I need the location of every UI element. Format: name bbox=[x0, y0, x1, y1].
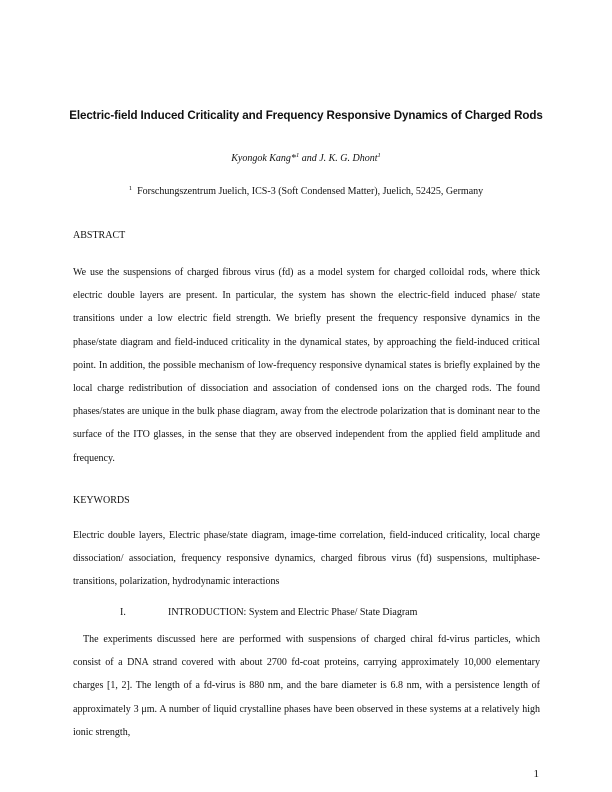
affiliation-line bbox=[40, 186, 572, 197]
author-affiliation-mark: 1 bbox=[295, 152, 300, 159]
section-title: INTRODUCTION: System and Electric Phase/ State Diagram bbox=[168, 607, 418, 618]
section-number: I. bbox=[120, 607, 126, 618]
abstract-body: We use the suspensions of charged fibrous virus (fd) as a model system for charged colloidal rods, where thick electric double layers are present. In particular, the system has shown the electric-field induced phase/ state transitions under a low electric field strength. We briefly present the frequency responsive dynamics in the phase/state diagram and field-induced criticality in the dynamical states, by approaching the field-induced critical point. In addition, the possible mechanism of low-frequency responsive dynamical states is briefly explained by the local charge redistribution of dissociation and association of condensed ions on the charged rods. The found phases/states are unique in the bulk phase diagram, away from the electrode polarization that is dominant near to the surface of the ITO glasses, in the sense that they are observed independent from the applied field amplitude and frequency. bbox=[73, 267, 540, 464]
paper-title: Electric-field Induced Criticality and Frequency Responsive Dynamics of Charged Rods bbox=[69, 109, 543, 122]
affiliation-text: Forschungszentrum Juelich, ICS-3 (Soft Condensed Matter), Juelich, 52425, Germany bbox=[137, 186, 484, 197]
author-affiliation-mark: 1 bbox=[377, 152, 381, 159]
page-number: 1 bbox=[533, 768, 539, 780]
affiliation-mark: 1 bbox=[128, 185, 133, 192]
introduction-body: The experiments discussed here are performed with suspensions of charged chiral fd-virus particles, which consist of a DNA strand covered with about 2700 fd-coat proteins, carrying approximately 10,000 elementary charges [1, 2]. The length of a fd-virus is 880 nm, and the bare diameter is 6.8 nm, with a persistence length of approximately 3 μm. A number of liquid crystalline phases have been observed in these systems at a relatively high ionic strength, bbox=[73, 634, 540, 738]
author-conjunction: and bbox=[299, 153, 320, 164]
abstract-heading: ABSTRACT bbox=[73, 230, 126, 241]
author-name: Kyongok Kang* bbox=[231, 153, 296, 164]
author-line bbox=[40, 153, 572, 164]
author-name: J. K. G. Dhont bbox=[319, 153, 378, 164]
keywords-body: Electric double layers, Electric phase/state diagram, image-time correlation, field-induced criticality, local charge dissociation/ association, frequency responsive dynamics, charged fibrous virus (fd) suspensions, multiphase-transitions, polarization, hydrodynamic interactions bbox=[73, 530, 540, 588]
keywords-heading: KEYWORDS bbox=[73, 495, 130, 506]
